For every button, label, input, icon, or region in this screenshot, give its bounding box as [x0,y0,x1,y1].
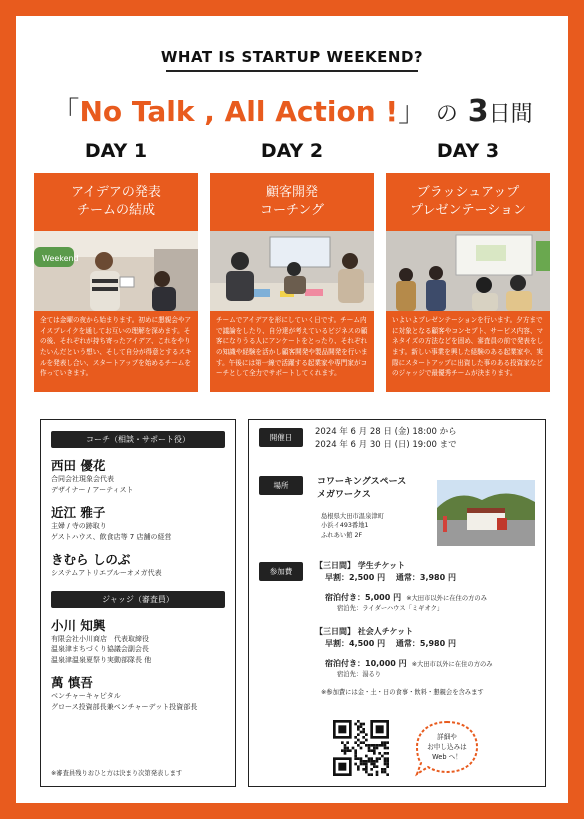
ticket-student-stay: 宿泊付き：5,000 円 ※大田市以外に在住の方のみ [325,592,488,602]
venue-address: 島根県大田市温泉津町 小浜イ493番地1 ふれあい館 2F [321,513,384,539]
day1-title-line1: アイデアの発表 [71,185,161,201]
people-box [40,419,236,787]
day2-title [210,173,374,231]
day1-title [34,173,198,231]
web-bubble [413,718,481,778]
day2-label: DAY 2 [260,140,324,162]
day3-description: いよいよプレゼンテーションを行います。夕方までに対象となる顧客やコンセプト、サービス内容、マネタイズの方法などを固め、審査員の前で発表をします。新しい事業を興した経験のある起業家や、実際にスタートアップに出資した事のある投資家などのジャッジで最優秀チームが決まります。 [392,316,544,378]
ticket-adult-stay: 宿泊付き：10,000 円 ※大田市以外に在住の方のみ [325,658,493,668]
svg-text:Weekend: Weekend [42,254,79,263]
coaches-label: コーチ（相談・サポート役） [51,431,225,448]
flyer-page [16,16,568,803]
ticket-adult-lodging: 宿泊先：湯るり [337,671,382,679]
coach-role: 主婦 / 寺の跡取り ゲストハウス、飲食店等 7 店舗の経営 [51,522,172,541]
venue-name: コワーキングスペース メガワークス [317,477,407,501]
ticket-student-lodging: 宿泊先：ライダーハウス「ミギオク」 [337,605,444,613]
ticket-adult [315,626,541,680]
bracket-close: 」 [398,95,427,128]
day2-title-line2: コーチング [259,203,325,218]
coach-name: 西田 優花 [51,458,106,473]
judge-name: 萬 慎吾 [51,675,93,690]
day1-description: 全ては金曜の夜から始まります。初めに懇親会やアイスブレイクを通してお互いの理解を深めます。その後、それぞれが持ち寄ったアイデア、これをやりたいんだという想い、そして自分が得意とするスキルを発表し合い、スタートアップを始めるチームを作っていきます。 [40,316,192,378]
day1-label: DAY 1 [84,140,148,162]
fee-label: 参加費 [259,562,303,581]
date-end: 2024 年 6 月 30 日 (日) 19:00 まで [315,440,457,451]
date-label: 開催日 [259,428,303,447]
judges-note: ※審査員残りおひと方は決まり次第発表します [51,769,183,777]
day3-card [386,173,550,392]
title-days: 日間 [488,102,533,127]
coach-role: システムアトリエブルーオメガ代表 [51,569,162,577]
day2-card [210,173,374,392]
event-dates [315,426,457,452]
qr-code[interactable] [333,720,389,780]
date-start: 2024 年 6 月 28 日 (金) 18:00 から [315,427,457,437]
heading-underline [166,70,418,72]
ticket-student-head: 【三日間】 学生チケット [315,561,406,570]
coach-role: 合同会社現象会代表 デザイナー / アーティスト [51,475,134,494]
ticket-adult-head: 【三日間】 社会人チケット [315,627,414,636]
judge-name: 小川 知興 [51,617,106,633]
ticket-student-prices: 早割：2,500 円 通常：3,980 円 [325,573,456,583]
judges-label: ジャッジ（審査員） [51,591,225,608]
ticket-student [315,560,541,614]
venue-photo [437,480,535,546]
main-title-phrase: No Talk , All Action ! [79,95,399,128]
event-box [248,419,546,787]
day3-title-line1: ブラッシュアップ [416,185,520,201]
what-is-heading: WHAT IS STARTUP WEEKEND? [160,48,424,66]
coach-name: きむら しのぶ [51,552,131,567]
judge-role: ベンチャーキャピタル グロース投資部長兼ベンチャーデット投資部長 [51,692,198,711]
bracket-open: 「 [51,95,80,128]
day2-description: チームでアイデアを形にしていく日です。チーム内で議論をしたり、自分達が考えているビジネスの顧客になりうる人にアンケートをとったり、それぞれの知識や経験を活かし顧客開発や製品開発を行います。午後には第一線で活躍する起業家や専門家がコーチとして全力でサポートしてくれます。 [216,316,368,378]
day2-photo [210,231,374,311]
day1-card [34,173,198,392]
title-no: の [435,102,458,127]
title-three: 3 [467,94,489,129]
main-title [16,90,568,130]
day2-title-line1: 顧客開発 [265,185,318,201]
coach-name: 近江 雅子 [51,505,106,520]
judge-role: 有限会社小川商店 代表取締役 温泉津まちづくり協議会副会長 温泉津温泉夏祭り実動部隊長 他 [51,634,152,664]
day1-title-line2: チームの結成 [76,203,155,218]
fee-note: ※参加費には金・土・日の食事・飲料・懇親会を含みます [321,689,484,696]
bubble-text: 詳細や お申し込みは Web へ！ [427,733,467,761]
day3-title-line2: プレゼンテーション [410,203,526,218]
place-label: 場所 [259,476,303,495]
day3-photo [386,231,550,311]
day3-title [386,173,550,231]
day1-photo [34,231,198,311]
day3-label: DAY 3 [436,140,500,162]
ticket-adult-prices: 早割：4,500 円 通常：5,980 円 [325,639,456,649]
